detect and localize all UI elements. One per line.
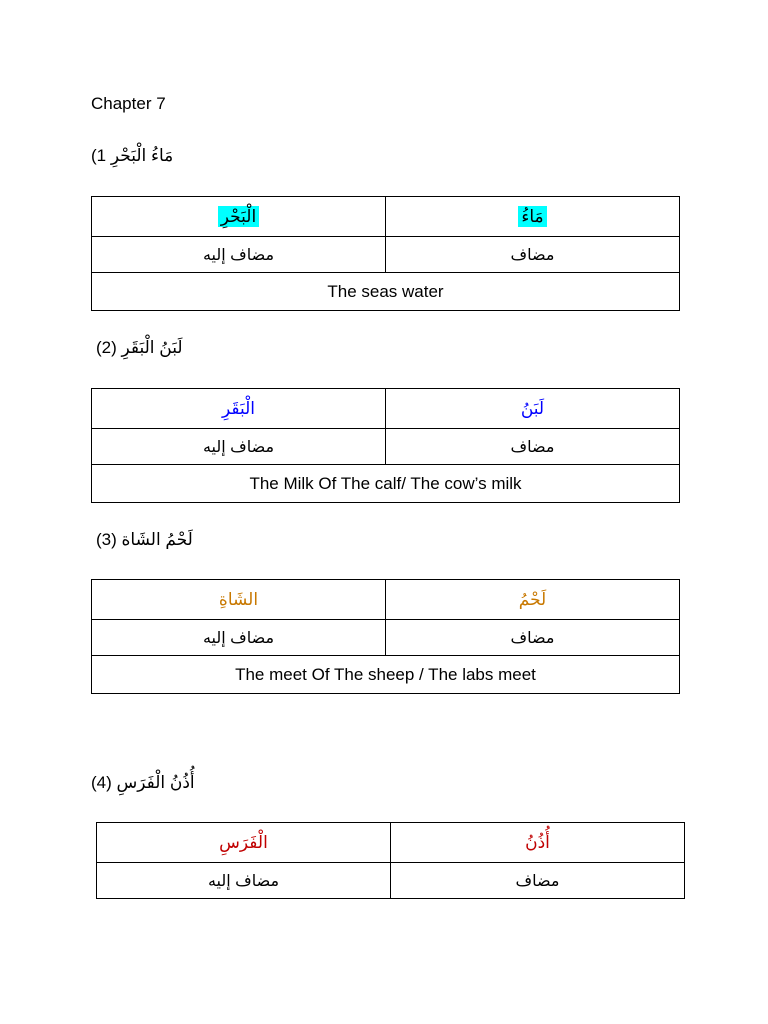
section-2-arabic-phrase: لَبَنُ الْبَقَرِ [121, 338, 183, 357]
section-4-table [96, 822, 685, 899]
mudaf-label: مضاف [391, 863, 685, 899]
mudaf-ilayh-label: مضاف إليه [97, 863, 391, 899]
mudaf-label: مضاف [386, 429, 680, 465]
section-3-heading [96, 529, 193, 551]
mudaf-ilayh-word-cell [92, 197, 386, 237]
section-1-heading [91, 145, 173, 167]
mudaf-label: مضاف [386, 237, 680, 273]
section-2-heading [96, 337, 183, 359]
mudaf-word: لَحْمُ [518, 589, 547, 609]
section-3-arabic-phrase: لَحْمُ الشَاة [121, 530, 193, 549]
section-2-table [91, 388, 680, 503]
mudaf-ilayh-word-cell [92, 389, 386, 429]
section-2-number: (2) [96, 338, 117, 357]
mudaf-ilayh-word: الشَاةِ [218, 589, 259, 609]
mudaf-word-cell [391, 823, 685, 863]
mudaf-ilayh-word-cell [92, 580, 386, 620]
mudaf-ilayh-label: مضاف إليه [92, 237, 386, 273]
section-1-arabic-phrase: مَاءُ الْبَحْرِ [110, 146, 174, 165]
section-4-heading [91, 772, 195, 794]
mudaf-word: مَاءُ [518, 206, 546, 227]
mudaf-ilayh-word: الْفَرَسِ [219, 832, 268, 852]
mudaf-word-cell [386, 580, 680, 620]
translation-cell: The meet Of The sheep / The labs meet [92, 656, 680, 694]
translation-cell: The seas water [92, 273, 680, 311]
translation-cell: The Milk Of The calf/ The cow’s milk [92, 465, 680, 503]
mudaf-word: لَبَنُ [520, 398, 545, 418]
chapter-title: Chapter 7 [91, 94, 166, 113]
mudaf-word-cell [386, 197, 680, 237]
mudaf-label: مضاف [386, 620, 680, 656]
mudaf-word-cell [386, 389, 680, 429]
mudaf-ilayh-label: مضاف إليه [92, 429, 386, 465]
mudaf-ilayh-word: الْبَحْرِ [218, 206, 259, 227]
section-3-table [91, 579, 680, 694]
mudaf-ilayh-word-cell [97, 823, 391, 863]
section-4-number: (4) [91, 773, 112, 792]
mudaf-word: أُذُنُ [525, 832, 550, 852]
mudaf-ilayh-word: الْبَقَرِ [221, 398, 255, 418]
section-4-arabic-phrase: أُذُنُ الْفَرَسِ [116, 773, 195, 792]
section-1-number: (1 [91, 146, 107, 165]
section-3-number: (3) [96, 530, 117, 549]
section-1-table [91, 196, 680, 311]
mudaf-ilayh-label: مضاف إليه [92, 620, 386, 656]
